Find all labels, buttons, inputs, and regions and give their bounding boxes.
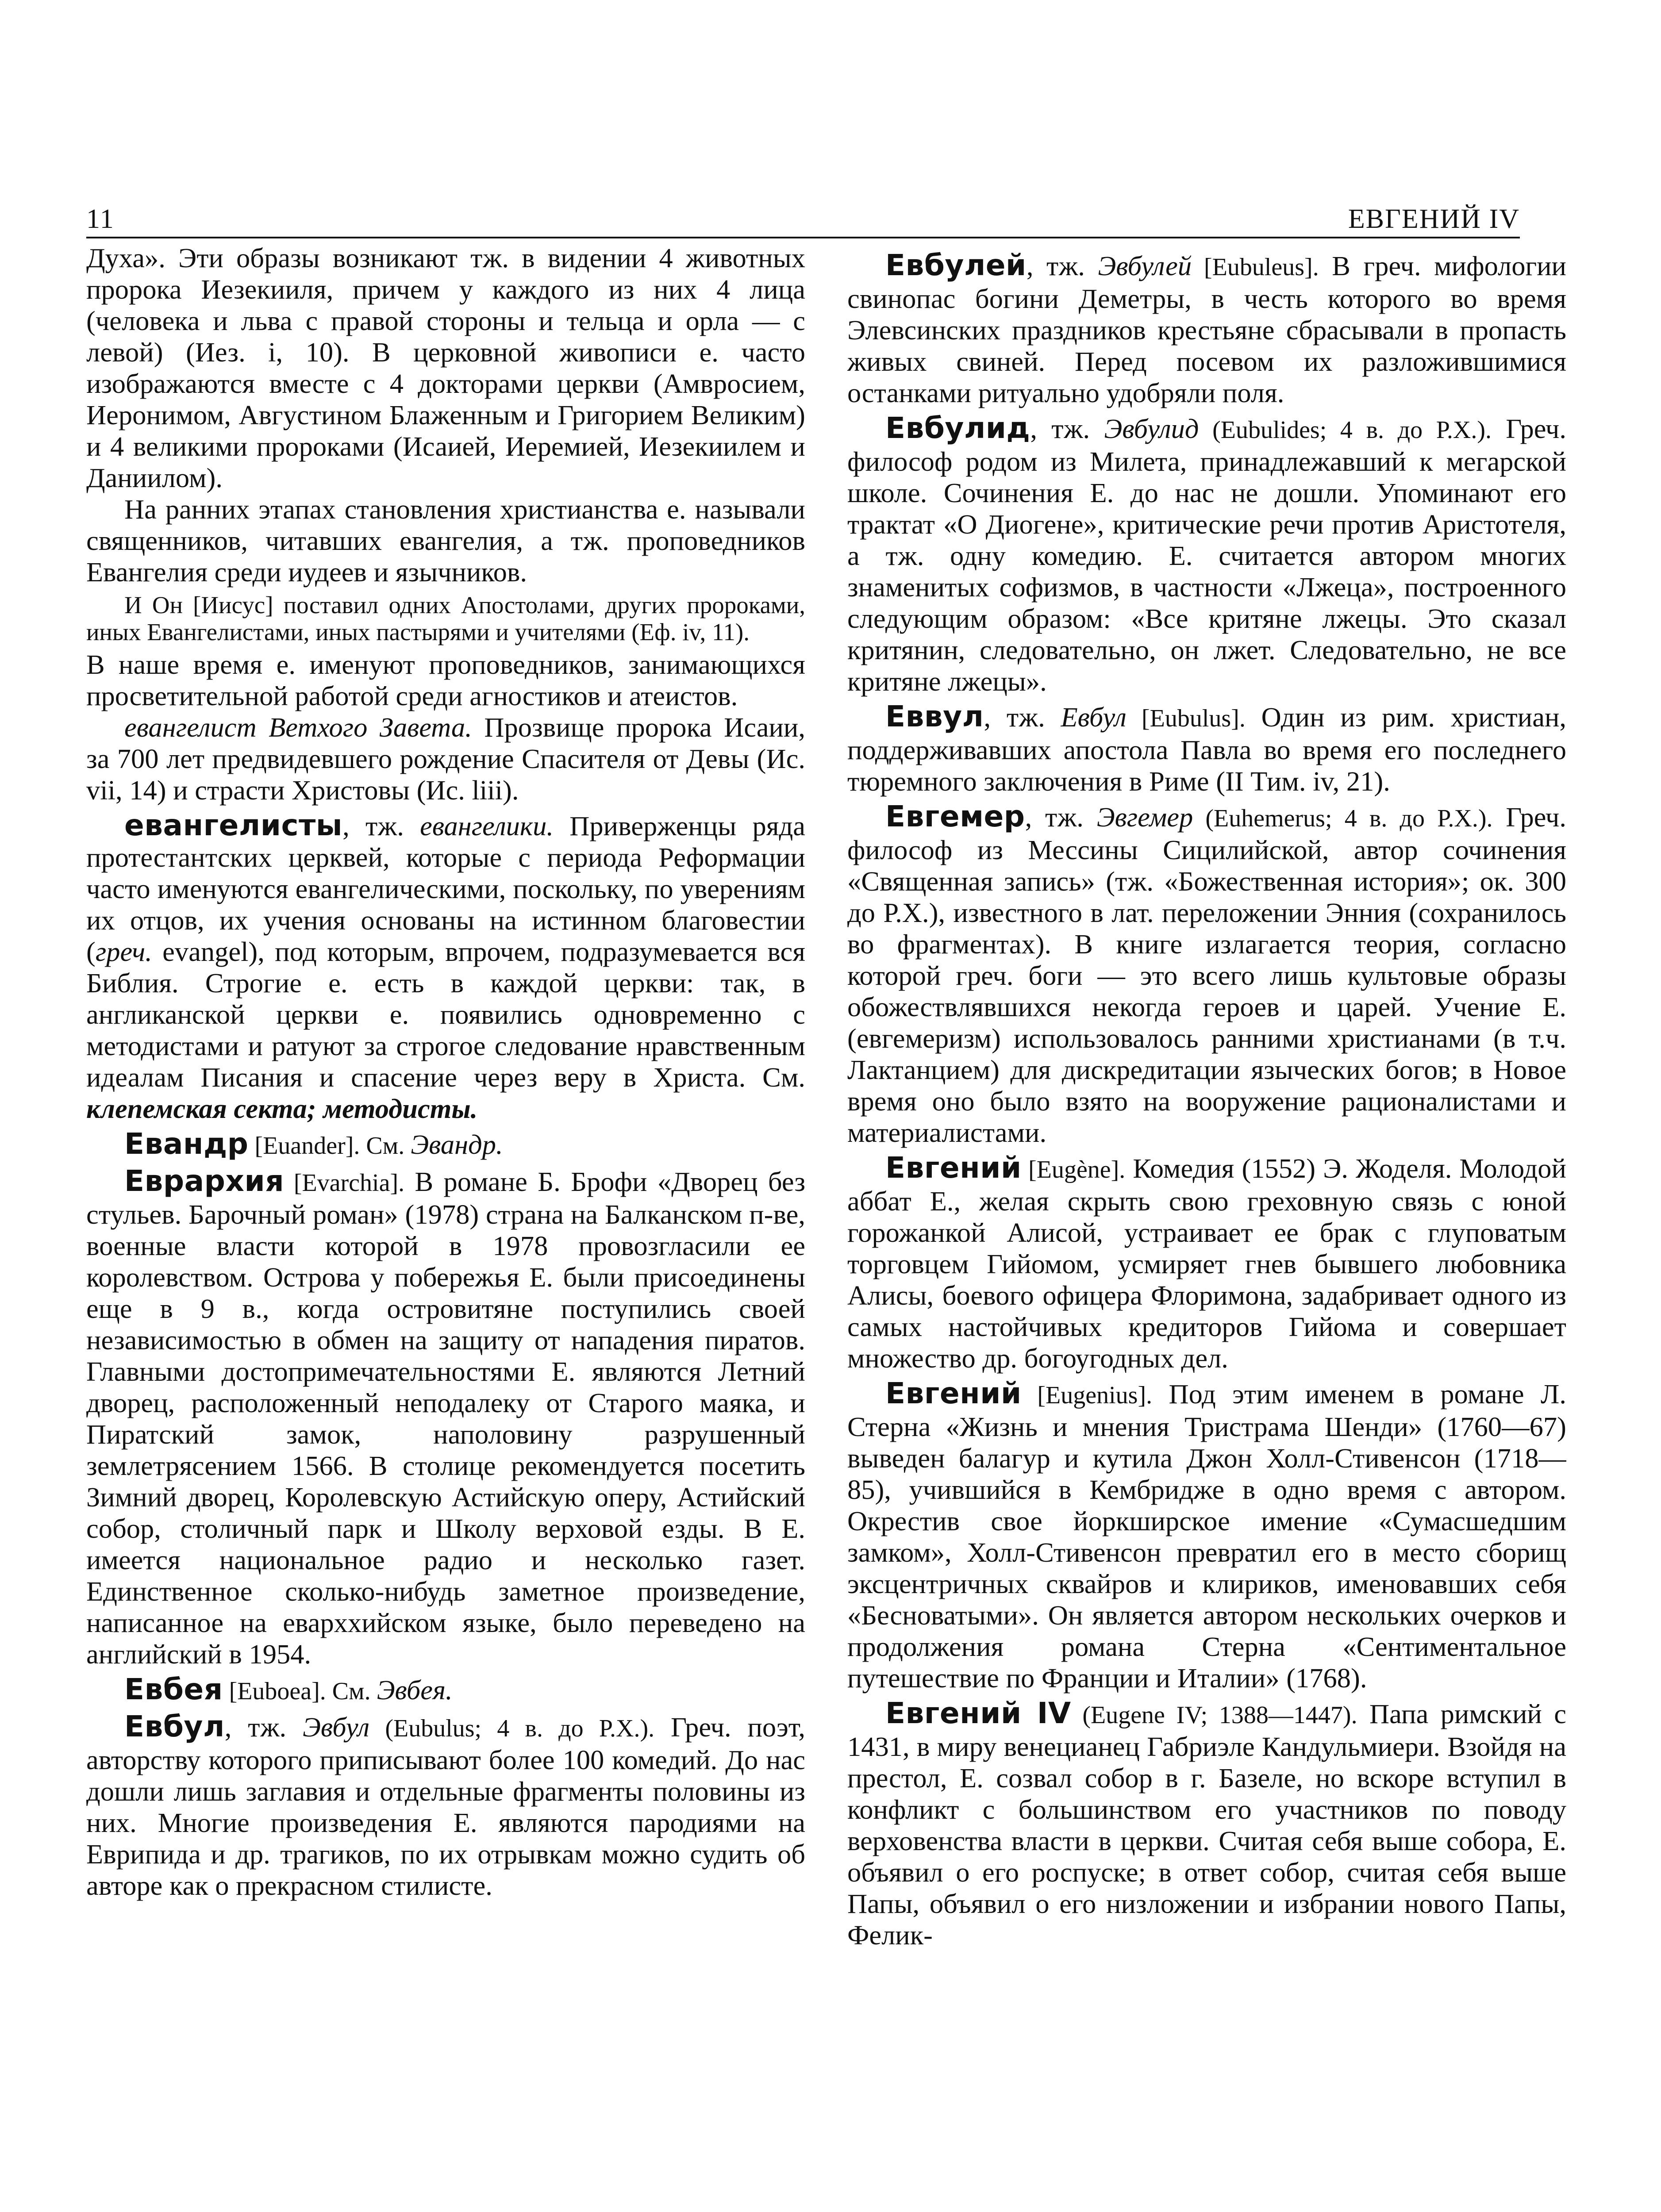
header-rule <box>86 237 1520 238</box>
alt-form: Эвбулей <box>1098 250 1192 281</box>
original-name: [Euander]. См. <box>248 1132 411 1160</box>
entry-text: Комедия (1552) Э. Жоделя. Молодой аббат Е., желая скрыть свою греховную связь с юной горожанкой Алисой, устраивает ее брак с глуповатым торговцем Гийомом, усмиряет гнев бывшего любовника Алисы, боевого офицера Флоримона, задабривает одного из самых настойчивых кредиторов Гийома и совершает множество др. богоугодных дел. <box>847 1153 1566 1374</box>
headword: Евгений <box>885 1376 1022 1410</box>
term: евангелист Ветхого Завета. <box>124 712 472 743</box>
alt-form: Эвбулид <box>1104 413 1199 444</box>
entry-evbul <box>86 1711 805 1901</box>
entry-evgeniy-iv <box>847 1697 1566 1951</box>
entry-text: Греч. философ родом из Милета, принадлежавший к мегарской школе. Сочинения Е. до нас не дошли. Упоминают его трактат «О Диогене», критические речи против Аристотеля, а тж. одну комедию. Е. считается автором многих знаменитых софизмов, в частности «Лжеца», построенного следующим образом: «Все критяне лжецы. Это сказал критянин, следовательно, он лжет. Следовательно, не все критяне лжецы». <box>847 413 1566 697</box>
entry-lead: , тж. <box>342 810 420 841</box>
entry-evangelisty <box>86 810 805 1125</box>
original-name: (Eubulides; 4 в. до Р.Х.). <box>1199 416 1492 444</box>
original-name: (Eugene IV; 1388—1447). <box>1071 1701 1357 1729</box>
entry-text: Греч. философ из Мессины Сицилийской, автор сочинения «Священная запись» (тж. «Божественная история»; ок. 300 до Р.Х.), известного в лат. переложении Энния (сохранилось во фрагментах). В книге излагается теория, согласно которой греч. боги — это всего лишь культовые образы обожествлявшихся некогда героев и царей. Учение Е. (евгемеризм) использовалось ранними христианами (в т.ч. Лактанцием) для дискредитации языческих богов; в Новое время оно было взято на вооружение рационалистами и материалистами. <box>847 802 1566 1148</box>
entry-evvul <box>847 701 1566 797</box>
page-header <box>86 197 1520 235</box>
left-column <box>86 242 805 2212</box>
headword: Евбул <box>124 1709 225 1743</box>
cross-reference: Эвандр. <box>411 1129 503 1160</box>
paragraph: Духа». Эти образы возникают тж. в видении 4 животных пророка Иезекииля, причем у каждого из них 4 лица (человека и льва с правой стороны и тельца и орла — с левой) (Иез. i, 10). В церковной живописи е. часто изображаются вместе с 4 докторами церкви (Амвросием, Иеронимом, Августином Блаженным и Григорием Великим) и 4 великими пророками (Исаией, Иеремией, Иезекиилем и Даниилом). <box>86 242 805 493</box>
entry-lead: , тж. <box>1026 250 1098 281</box>
page-number: 11 <box>86 204 115 234</box>
headword: Евгений IV <box>885 1696 1071 1730</box>
cross-reference: клепемская секта; методисты. <box>86 1093 478 1124</box>
headword: Евбулид <box>885 411 1030 445</box>
original-name: (Eubulus; 4 в. до Р.Х.). <box>369 1715 655 1742</box>
alt-form: Эвгемер <box>1096 802 1193 833</box>
entry-evbulid <box>847 412 1566 697</box>
entry-text: Под этим именем в романе Л. Стерна «Жизнь и мнения Тристрама Шенди» (1760—67) выведен балагур и кутила Джон Холл-Стивенсон (1718—85), учившийся в Кембридже в одно время с автором. Окрестив свое йоркширское имение «Сумасшедшим замком», Холл-Стивенсон превратил его в место сборищ эксцентричных сквайров и клириков, именовавших себя «Бесноватыми». Он является автором нескольких очерков и продолжения романа Стерна «Сентиментальное путешествие по Франции и Италии» (1768). <box>847 1379 1566 1694</box>
alt-form: евангелики. <box>420 810 554 841</box>
right-column <box>847 242 1566 2212</box>
entry-lead: , тж. <box>1030 413 1104 444</box>
entry-text: Греч. поэт, авторству которого приписывают более 100 комедий. До нас дошли лишь заглавия и отдельные фрагменты половины из них. Многие произведения Е. являются пародиями на Еврипида и др. трагиков, по их отрывкам можно судить об авторе как о прекрасном стилисте. <box>86 1712 805 1901</box>
original-name: [Eubulus]. <box>1126 705 1246 732</box>
original-name: [Evarchia]. <box>284 1169 405 1197</box>
entry-lead: , тж. <box>1025 802 1097 833</box>
original-name: [Eugenius]. <box>1021 1382 1153 1409</box>
original-name: (Euhemerus; 4 в. до Р.Х.). <box>1193 805 1493 832</box>
headword: Евандр <box>124 1127 249 1161</box>
headword: Евгений <box>885 1151 1022 1185</box>
entry-lead: , тж. <box>224 1712 303 1743</box>
entry-text: Приверженцы ряда протестантских церквей, которые с периода Реформации часто именуются евангелическими, поскольку, по уверениям их отцов, их учения основаны на истинном благовестии ( <box>86 810 805 967</box>
alt-form: Евбул <box>1061 702 1127 733</box>
entry-evgemer <box>847 801 1566 1148</box>
headword: Евгемер <box>885 799 1025 833</box>
headword: Еввул <box>885 699 984 733</box>
entry-text: evangel), под которым, впрочем, подразумевается вся Библия. Строгие е. есть в каждой церкви: так, в англиканской церкви е. появились одновременно с методистами и ратуют за строгое следование нравственным идеалам Писания и спасение через веру в Христа. См. <box>86 936 805 1093</box>
original-name: [Euboea]. См. <box>223 1678 377 1705</box>
paragraph <box>86 712 805 806</box>
headword: Евбея <box>124 1672 223 1706</box>
paragraph: На ранних этапах становления христианства е. называли священников, читавших евангелия, а тж. проповедников Евангелия среди иудеев и язычников. <box>86 494 805 588</box>
entry-text: В греч. мифологии свинопас богини Деметры, в честь которого во время Элевсинских праздников крестьяне сбрасывали в пропасть живых свиней. Перед посевом их разложившимися останками ритуально удобряли поля. <box>847 250 1566 408</box>
headword: Евбулей <box>885 248 1027 282</box>
entry-lead: , тж. <box>984 702 1061 733</box>
entry-evbeya <box>86 1674 805 1707</box>
entry-evgeniy-eugenius <box>847 1378 1566 1694</box>
entry-text: Один из рим. христиан, поддерживавших апостола Павла во время его последнего тюремного заключения в Риме (II Тим. iv, 21). <box>847 702 1566 797</box>
entry-text: В романе Б. Брофи «Дворец без стульев. Барочный роман» (1978) страна на Балканском п-ве, военные власти которой в 1978 провозгласили ее королевством. Острова у побережья Е. были присоединены еще в 9 в., когда островитяне поступились своей независимостью в обмен на защиту от нападения пиратов. Главными достопримечательностями Е. являются Летний дворец, расположенный неподалеку от Старого маяка, и Пиратский замок, наполовину разрушенный землетрясением 1566. В столице рекомендуется посетить Зимний дворец, Королевскую Астийскую оперу, Астийский собор, столичный парк и Школу верховой езды. В Е. имеется национальное радио и несколько газет. Единственное сколько-нибудь заметное произведение, написанное на еварххийском языке, было переведено на английский в 1954. <box>86 1166 805 1670</box>
cross-reference: Эвбея. <box>377 1674 453 1705</box>
greek-label: греч. <box>95 936 152 967</box>
original-name: [Eugène]. <box>1021 1156 1126 1183</box>
paragraph: В наше время е. именуют проповедников, занимающихся просветительной работой среди агностиков и атеистов. <box>86 649 805 711</box>
alt-form: Эвбул <box>302 1712 370 1743</box>
quotation: И Он [Иисус] поставил одних Апостолами, других пророками, иных Евангелистами, иных пастырями и учителями (Еф. iv, 11). <box>86 591 805 645</box>
entry-evandr <box>86 1128 805 1162</box>
entry-evgeniy-eugene <box>847 1152 1566 1374</box>
headword: Еврархия <box>124 1164 285 1198</box>
entry-text: Папа римский с 1431, в миру венецианец Габриэле Кандульмиери. Взойдя на престол, Е. созвал собор в г. Базеле, но вскоре вступил в конфликт с большинством его участников по поводу верховенства власти в церкви. Считая себя выше собора, Е. объявил о его роспуске; в ответ собор, считая себя выше Папы, объявил о его низложении и избрании нового Папы, Фелик- <box>847 1698 1566 1951</box>
running-head: ЕВГЕНИЙ IV <box>1348 204 1520 234</box>
entry-evarkhiya <box>86 1165 805 1670</box>
headword: евангелисты <box>124 808 343 842</box>
entry-evbuley <box>847 246 1566 409</box>
original-name: [Eubuleus]. <box>1192 253 1319 281</box>
paragraph-text: Прозвище пророка Исаии, за 700 лет предвидевшего рождение Спасителя от Девы (Ис. vii, 14) и страсти Христовы (Ис. liii). <box>86 712 805 806</box>
